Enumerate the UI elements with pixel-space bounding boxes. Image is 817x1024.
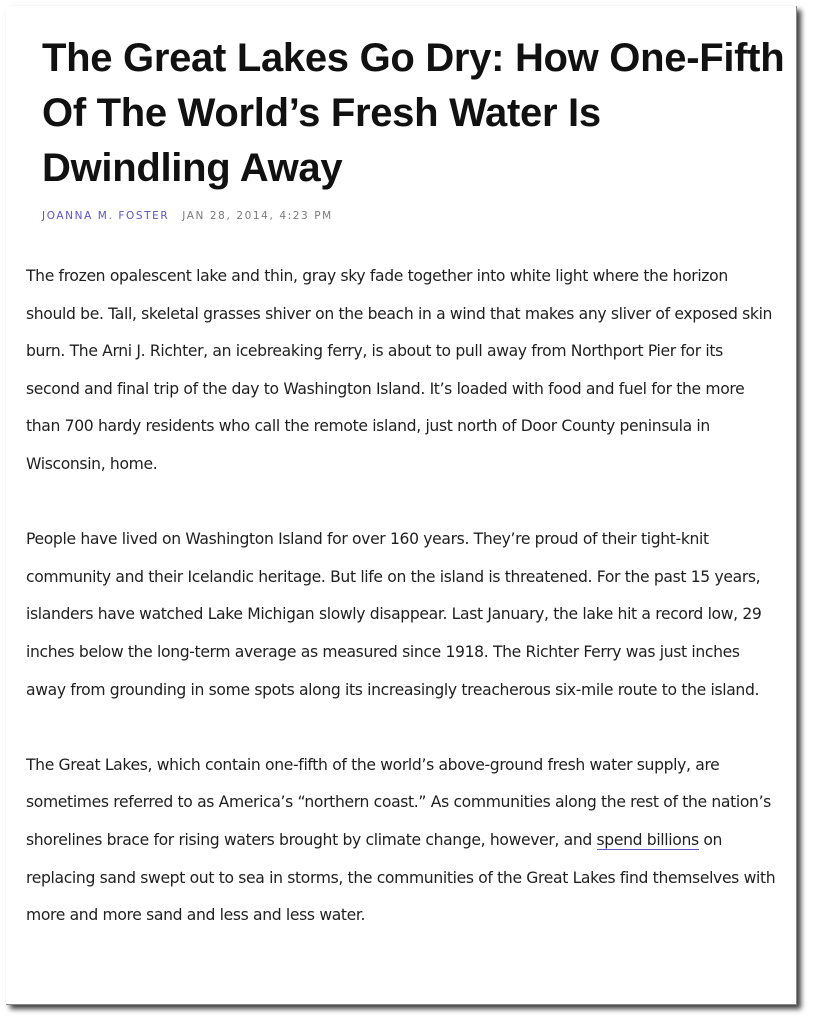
paragraph-3-text-after: on replacing sand swept out to sea in storms, the communities of the Great Lakes find themselves with more and more sand and less and less water. [26,830,776,925]
publish-date: JAN 28, 2014, 4:23 PM [182,210,333,222]
paragraph-2: People have lived on Washington Island for over 160 years. They’re proud of their tight-knit community and their Icelandic heritage. But life on the island is threatened. For the past 15 years, islanders have watched Lake Michigan slowly disappear. Last January, the lake hit a record low, 29 inches below the long-term average as measured since 1918. The Richter Ferry was just inches away from grounding in some spots along its increasingly treacherous six-mile route to the island. [26,530,762,699]
paragraph-3 [26,747,778,935]
article-page [6,6,797,1005]
article-body [26,258,778,935]
byline [42,210,333,222]
paragraph-3-text-before: The Great Lakes, which contain one-fifth of the world’s above-ground fresh water supply, are sometimes referred to as America’s “northern coast.” As communities along the rest of the nation’s shorelines brace for rising waters brought by climate change, however, and [26,755,771,849]
spend-billions-link[interactable]: spend billions [596,830,699,849]
article-headline: The Great Lakes Go Dry: How One-Fifth Of The World’s Fresh Water Is Dwindling Away [42,36,785,190]
author-name[interactable]: JOANNA M. FOSTER [42,210,170,222]
paragraph-1: The frozen opalescent lake and thin, gray sky fade together into white light where the horizon should be. Tall, skeletal grasses shiver on the beach in a wind that makes any sliver of exposed skin burn. The Arni J. Richter, an icebreaking ferry, is about to pull away from Northport Pier for its second and final trip of the day to Washington Island. It’s loaded with food and fuel for the more than 700 hardy residents who call the remote island, just north of Door County peninsula in Wisconsin, home. [26,267,773,473]
